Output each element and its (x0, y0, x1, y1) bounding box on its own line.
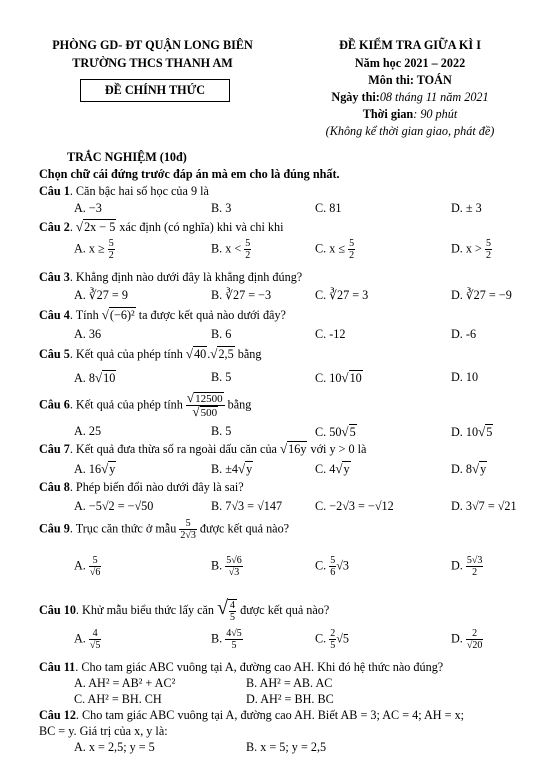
section-title: TRẮC NGHIỆM (10đ) (67, 150, 187, 164)
q10-option-a[interactable]: A. $\frac{4}{√5}$ (74, 628, 101, 651)
q4-option-b[interactable]: B. 6 (211, 327, 232, 341)
q8-option-c[interactable]: C. −2√3 = −√12 (315, 499, 394, 513)
q4-option-d[interactable]: D. -6 (451, 327, 477, 341)
q2-option-d[interactable]: D. x > $\frac{5}{2}$ (451, 238, 491, 261)
q4-option-a[interactable]: A. 36 (74, 327, 102, 341)
time-label: Thời gian (362, 107, 414, 121)
q12-option-a[interactable]: A. x = 2,5; y = 5 (74, 740, 155, 754)
q1-option-b[interactable]: B. 3 (211, 201, 232, 215)
school-name: TRƯỜNG THCS THANH AM (72, 56, 233, 70)
question-3: Câu 3. Khẳng định nào dưới đây là khẳng định đúng? (39, 270, 303, 284)
q11-option-b[interactable]: B. AH² = AB. AC (246, 676, 333, 690)
q8-option-a[interactable]: A. −5√2 = −√50 (74, 499, 154, 513)
department-name: PHÒNG GD- ĐT QUẬN LONG BIÊN (52, 38, 253, 52)
question-5: Câu 5. Kết quả của phép tính √40.√2,5 bằng (39, 346, 262, 361)
q1-option-a[interactable]: A. −3 (74, 201, 102, 215)
q7-option-b[interactable]: B. ±4√y (211, 461, 253, 476)
q7-option-d[interactable]: D. 8√y (451, 461, 487, 476)
q6-option-a[interactable]: A. 25 (74, 424, 102, 438)
official-badge: ĐỀ CHÍNH THỨC (80, 79, 230, 102)
school-year: Năm học 2021 – 2022 (354, 56, 466, 70)
question-2: Câu 2. √2x − 5 xác định (có nghĩa) khi và chỉ khi (39, 219, 284, 234)
date-label: Ngày thi: (331, 90, 380, 104)
question-12: Câu 12. Cho tam giác ABC vuông tại A, đường cao AH. Biết AB = 3; AC = 4; AH = x; (39, 708, 465, 722)
q3-option-c[interactable]: C. ∛27 = 3 (315, 288, 369, 302)
q10-option-b[interactable]: B. $\frac{4√5}{5}$ (211, 628, 242, 651)
question-1: Câu 1. Căn bậc hai số học của 9 là (39, 184, 209, 198)
q3-option-a[interactable]: A. ∛27 = 9 (74, 288, 128, 302)
question-7: Câu 7. Kết quả đưa thừa số ra ngoài dấu căn của √16y với y > 0 là (39, 441, 367, 456)
q2-option-c[interactable]: C. x ≤ $\frac{5}{2}$ (315, 238, 355, 261)
question-12-line2: BC = y. Giá trị của x, y là: (39, 724, 168, 738)
q11-option-c[interactable]: C. AH² = BH. CH (74, 692, 162, 706)
date-value: 08 tháng 11 năm 2021 (379, 90, 489, 104)
q6-option-c[interactable]: C. 50√5 (315, 424, 356, 439)
q3-option-d[interactable]: D. ∛27 = −9 (451, 288, 512, 302)
q8-option-d[interactable]: D. 3√7 = √21 (451, 499, 517, 513)
q9-option-b[interactable]: B. $\frac{5√6}{√3}$ (211, 555, 242, 578)
q7-option-c[interactable]: C. 4√y (315, 461, 350, 476)
q9-option-d[interactable]: D. $\frac{5√3}{2}$ (451, 555, 483, 578)
q2-option-a[interactable]: A. x ≥ $\frac{5}{2}$ (74, 238, 114, 261)
exam-date (300, 90, 520, 105)
q1-option-d[interactable]: D. ± 3 (451, 201, 482, 215)
q10-option-c[interactable]: C. $\frac{2}{5}$ √5 (315, 628, 350, 651)
q11-option-a[interactable]: A. AH² = AB² + AC² (74, 676, 176, 690)
q6-option-d[interactable]: D. 10√5 (451, 424, 493, 439)
q1-option-c[interactable]: C. 81 (315, 201, 342, 215)
exam-title: ĐỀ KIỂM TRA GIỮA KÌ I (339, 38, 481, 52)
q3-option-b[interactable]: B. ∛27 = −3 (211, 288, 272, 302)
q9-option-c[interactable]: C. $\frac{5}{6}$ √3 (315, 555, 350, 578)
q8-option-b[interactable]: B. 7√3 = √147 (211, 499, 283, 513)
q5-option-d[interactable]: D. 10 (451, 370, 479, 384)
question-6: Câu 6. Kết quả của phép tính $\frac{√12500}{√500}$ bằng (39, 390, 252, 419)
q6-option-b[interactable]: B. 5 (211, 424, 232, 438)
question-4: Câu 4. Tính √(−6)² ta được kết quả nào dưới đây? (39, 307, 286, 322)
question-10: Câu 10. Khử mẫu biểu thức lấy căn √ $\frac{4}{5}$ được kết quả nào? (39, 597, 330, 624)
time-value: : 90 phút (413, 107, 458, 121)
q12-option-b[interactable]: B. x = 5; y = 2,5 (246, 740, 327, 754)
q7-option-a[interactable]: A. 16√y (74, 461, 116, 476)
q2-option-b[interactable]: B. x < $\frac{5}{2}$ (211, 238, 251, 261)
section-instruction: Chọn chữ cái đứng trước đáp án mà em cho là đúng nhất. (39, 167, 340, 181)
q4-option-c[interactable]: C. -12 (315, 327, 346, 341)
q11-option-d[interactable]: D. AH² = BH. BC (246, 692, 334, 706)
question-8: Câu 8. Phép biến đổi nào dưới đây là sai? (39, 480, 244, 494)
q10-option-d[interactable]: D. $\frac{2}{√20}$ (451, 628, 483, 651)
subject: Môn thi: TOÁN (368, 73, 452, 87)
q5-option-c[interactable]: C. 10√10 (315, 370, 362, 385)
q9-option-a[interactable]: A. $\frac{5}{√6}$ (74, 555, 101, 578)
q5-option-b[interactable]: B. 5 (211, 370, 232, 384)
question-9: Câu 9. Trục căn thức ở mẫu $\frac{5}{2√3}$ được kết quả nào? (39, 518, 290, 541)
exam-time (300, 107, 520, 122)
time-note: (Không kể thời gian giao, phát đề) (325, 124, 495, 138)
question-11: Câu 11. Cho tam giác ABC vuông tại A, đường cao AH. Khi đó hệ thức nào đúng? (39, 660, 444, 674)
q5-option-a[interactable]: A. 8√10 (74, 370, 116, 385)
